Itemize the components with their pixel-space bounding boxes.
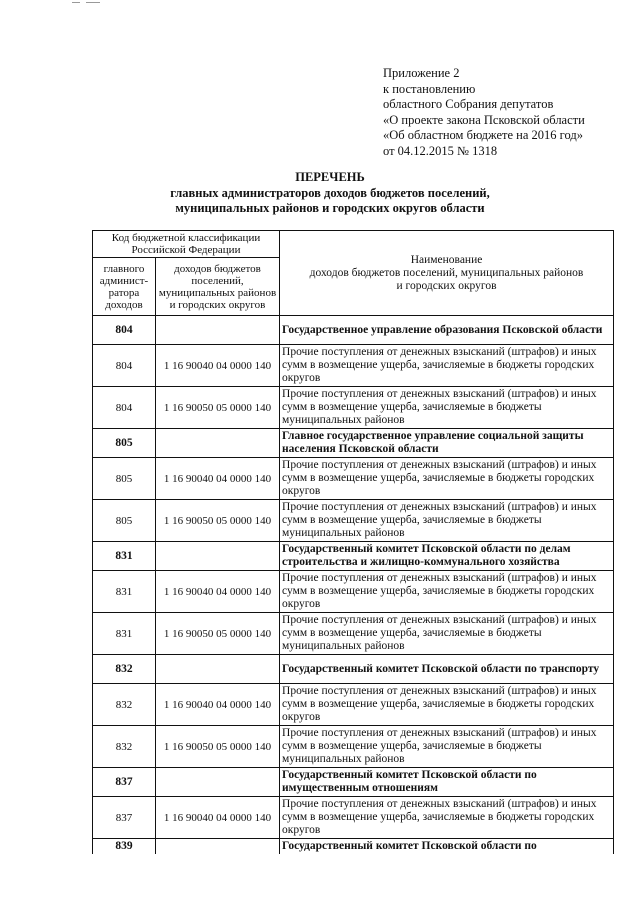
header-name [280,231,614,316]
code-cell: 1 16 90040 04 0000 140 [156,571,280,613]
code-cell: 1 16 90050 05 0000 140 [156,726,280,768]
admin-cell: 837 [93,768,156,797]
code-cell [156,839,280,854]
name-cell: Прочие поступления от денежных взысканий (штрафов) и иных сумм в возмещение ущерба, зачисляемые в бюджеты городских округов [280,797,614,839]
table-row [93,797,614,839]
name-cell: Государственное управление образования Псковской области [280,316,614,345]
name-cell: Прочие поступления от денежных взысканий (штрафов) и иных сумм в возмещение ущерба, зачисляемые в бюджеты городских округов [280,571,614,613]
title-line: главных администраторов доходов бюджетов поселений, [170,185,490,200]
name-cell: Прочие поступления от денежных взысканий (штрафов) и иных сумм в возмещение ущерба, зачисляемые в бюджеты муниципальных районов [280,387,614,429]
table-row [93,726,614,768]
admin-cell: 805 [93,458,156,500]
table-group-row [93,839,614,854]
table-row [93,571,614,613]
header-code: доходов бюджетов поселений, муниципальных районов и городских округов [156,258,280,316]
code-cell: 1 16 90040 04 0000 140 [156,345,280,387]
code-cell: 1 16 90050 05 0000 140 [156,500,280,542]
header-name-line: Наименование [410,253,483,266]
name-cell: Государственный комитет Псковской области по имущественным отношениям [280,768,614,797]
table-group-row [93,655,614,684]
document-title [120,170,540,217]
table-body [93,316,614,854]
appendix-line: от 04.12.2015 № 1318 [383,143,498,158]
admin-cell: 832 [93,726,156,768]
appendix-block [383,66,633,159]
code-cell [156,655,280,684]
table-row [93,345,614,387]
title-heading: ПЕРЕЧЕНЬ [295,170,365,184]
header-admin: главного админист-ратора доходов [93,258,156,316]
name-cell: Прочие поступления от денежных взысканий (штрафов) и иных сумм в возмещение ущерба, зачисляемые в бюджеты муниципальных районов [280,726,614,768]
appendix-line: «Об областном бюджете на 2016 год» [383,128,583,142]
admin-cell: 831 [93,571,156,613]
table-group-row [93,768,614,797]
name-cell: Государственный комитет Псковской области по делам строительства и жилищно-коммунального хозяйства [280,542,614,571]
code-cell [156,542,280,571]
admin-cell: 832 [93,684,156,726]
appendix-line: Приложение 2 [383,66,460,80]
table-group-row [93,429,614,458]
table-row [93,500,614,542]
admin-cell: 805 [93,500,156,542]
admin-cell: 839 [93,839,156,854]
admin-cell: 837 [93,797,156,839]
header-name-line: и городских округов [396,279,497,292]
name-cell: Прочие поступления от денежных взысканий (штрафов) и иных сумм в возмещение ущерба, зачисляемые в бюджеты муниципальных районов [280,613,614,655]
name-cell: Прочие поступления от денежных взысканий (штрафов) и иных сумм в возмещение ущерба, зачисляемые в бюджеты муниципальных районов [280,500,614,542]
administrators-table [92,230,614,854]
admin-cell: 831 [93,542,156,571]
admin-cell: 832 [93,655,156,684]
appendix-line: «О проекте закона Псковской области [383,112,585,127]
admin-cell: 805 [93,429,156,458]
admin-cell: 804 [93,316,156,345]
appendix-line: к постановлению [383,81,476,96]
table-group-row [93,316,614,345]
name-cell: Прочие поступления от денежных взысканий (штрафов) и иных сумм в возмещение ущерба, зачисляемые в бюджеты городских округов [280,345,614,387]
table-row [93,613,614,655]
code-cell [156,429,280,458]
code-cell [156,768,280,797]
name-cell: Прочие поступления от денежных взысканий (штрафов) и иных сумм в возмещение ущерба, зачисляемые в бюджеты городских округов [280,684,614,726]
code-cell: 1 16 90040 04 0000 140 [156,458,280,500]
header-classification: Код бюджетной классификации Российской Федерации [93,231,280,258]
code-cell: 1 16 90050 05 0000 140 [156,387,280,429]
name-cell: Прочие поступления от денежных взысканий (штрафов) и иных сумм в возмещение ущерба, зачисляемые в бюджеты городских округов [280,458,614,500]
appendix-line: областного Собрания депутатов [383,97,554,111]
admin-cell: 804 [93,387,156,429]
table-row [93,387,614,429]
header-name-line: доходов бюджетов поселений, муниципальных районов [309,266,584,279]
table-group-row [93,542,614,571]
name-cell: Государственный комитет Псковской области по транспорту [280,655,614,684]
admin-cell: 804 [93,345,156,387]
table-row [93,458,614,500]
code-cell: 1 16 90040 04 0000 140 [156,684,280,726]
code-cell: 1 16 90050 05 0000 140 [156,613,280,655]
name-cell: Главное государственное управление социальной защиты населения Псковской области [280,429,614,458]
scan-artifact [72,2,112,5]
code-cell: 1 16 90040 04 0000 140 [156,797,280,839]
code-cell [156,316,280,345]
name-cell: Государственный комитет Псковской области по [280,839,614,854]
title-line: муниципальных районов и городских округов области [175,201,485,215]
table-row [93,684,614,726]
admin-cell: 831 [93,613,156,655]
